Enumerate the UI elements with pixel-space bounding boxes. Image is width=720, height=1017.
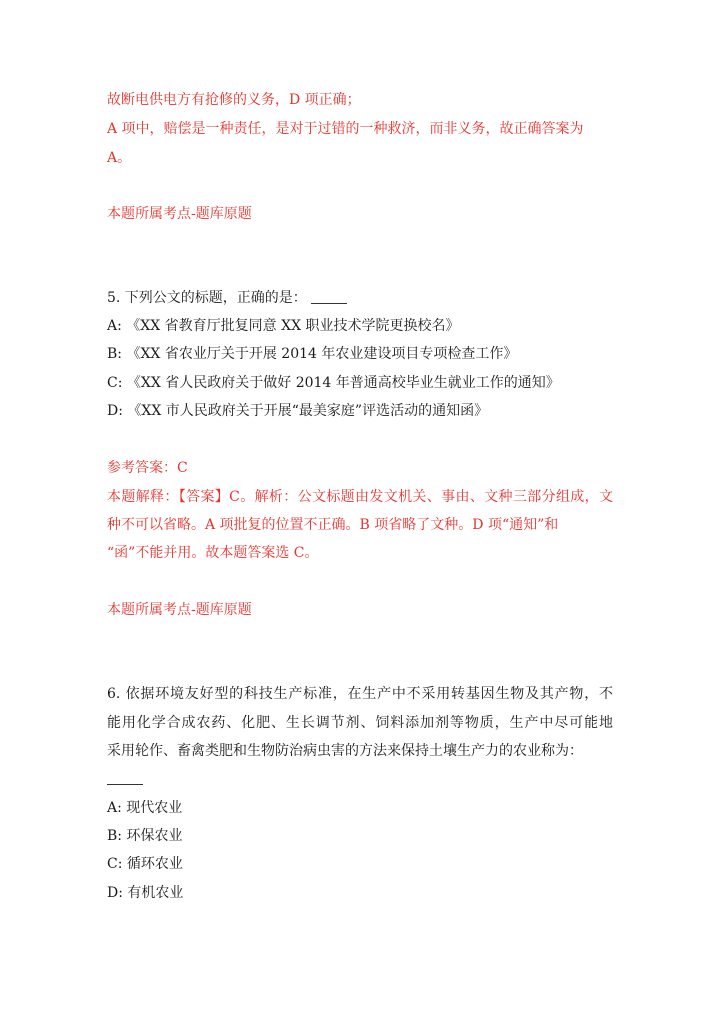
question-6-stem-line-2: 能用化学合成农药、化肥、生长调节剂、饲料添加剂等物质，生产中尽可能地 (107, 715, 613, 731)
question-5-explanation-line-1: 本题解释：【答案】C。解析：公文标题由发文机关、事由、文种三部分组成，文 (107, 489, 613, 505)
answer-blank (107, 784, 143, 785)
question-5-explanation-line-2: 种不可以省略。A 项批复的位置不正确。B 项省略了文种。D 项“通知”和 (107, 517, 559, 533)
question-5-option-b: B: 《XX 省农业厅关于开展 2014 年农业建设项目专项检查工作》 (107, 346, 518, 362)
question-5-stem-text: 5. 下列公文的标题，正确的是： (107, 290, 307, 306)
question-5-option-d: D: 《XX 市人民政府关于开展“最美家庭”评选活动的通知函》 (107, 403, 489, 419)
question-6-option-b: B: 环保农业 (107, 828, 183, 844)
question-6-option-d: D: 有机农业 (107, 885, 184, 901)
question-6-option-c: C: 循环农业 (107, 856, 183, 872)
prev-question-source: 本题所属考点-题库原题 (107, 206, 252, 222)
question-5-answer: 参考答案：C (107, 460, 188, 476)
question-5-source: 本题所属考点-题库原题 (107, 602, 252, 618)
prev-explanation-line-1: 故断电供电方有抢修的义务，D 项正确； (107, 92, 361, 108)
question-5-explanation-line-3: “函”不能并用。故本题答案选 C。 (107, 545, 319, 561)
answer-blank (311, 302, 347, 304)
question-5-option-c: C: 《XX 省人民政府关于做好 2014 年普通高校毕业生就业工作的通知》 (107, 375, 560, 391)
question-5-stem (107, 288, 347, 308)
question-5-option-a: A: 《XX 省教育厅批复同意 XX 职业技术学院更换校名》 (107, 318, 460, 334)
question-6-stem-line-3: 采用轮作、畜禽类肥和生物防治病虫害的方法来保持土壤生产力的农业称为： (107, 743, 583, 759)
question-6-option-a: A: 现代农业 (107, 800, 183, 816)
prev-explanation-line-3: A。 (107, 150, 132, 166)
prev-explanation-line-2: A 项中，赔偿是一种责任，是对于过错的一种救济，而非义务，故正确答案为 (107, 121, 584, 137)
question-6-stem-line-1: 6. 依据环境友好型的科技生产标准，在生产中不采用转基因生物及其产物，不 (107, 686, 613, 702)
